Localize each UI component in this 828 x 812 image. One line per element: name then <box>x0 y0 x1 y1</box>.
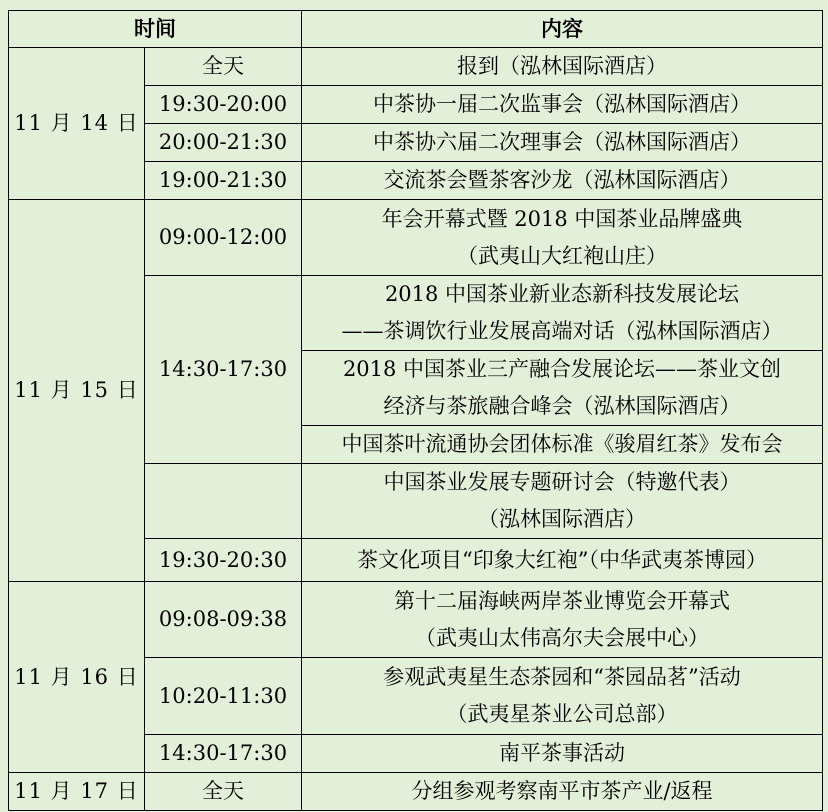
time-cell: 19:30-20:30 <box>145 539 302 582</box>
content-line: 2018 中国茶业新业态新科技发展论坛 <box>384 282 740 306</box>
content-cell <box>302 351 823 426</box>
time-cell: 20:00-21:30 <box>145 124 302 162</box>
content-cell <box>302 162 823 200</box>
time-cell: 14:30-17:30 <box>145 735 302 773</box>
content-cell <box>302 582 823 658</box>
content-line: 年会开幕式暨 2018 中国茶业品牌盛典 <box>381 206 743 231</box>
time-cell: 14:30-17:30 <box>145 276 302 464</box>
content-line: 分组参观考察南平市茶产业/返程 <box>411 779 713 803</box>
table-row <box>9 773 823 811</box>
content-line: 参观武夷星生态茶园和“茶园品茗”活动 <box>383 665 741 689</box>
content-cell <box>302 539 823 582</box>
header-row <box>9 11 823 48</box>
content-line: 中国茶叶流通协会团体标准《骏眉红茶》发布会 <box>341 432 783 456</box>
date-cell: 11 月 15 日 <box>9 200 145 582</box>
table-row <box>9 200 823 276</box>
content-cell <box>302 658 823 735</box>
content-cell <box>302 200 823 276</box>
time-cell: 全天 <box>145 773 302 811</box>
content-line: 2018 中国茶业三产融合发展论坛——茶业文创 <box>342 357 782 381</box>
content-cell <box>302 735 823 773</box>
time-cell: 19:00-21:30 <box>145 162 302 200</box>
content-line: 经济与茶旅融合峰会（泓林国际酒店） <box>383 394 741 418</box>
date-cell: 11 月 17 日 <box>9 773 145 811</box>
content-cell <box>302 124 823 162</box>
content-line: （武夷星茶业公司总部） <box>446 702 678 726</box>
header-content: 内容 <box>302 11 823 48</box>
date-cell: 11 月 16 日 <box>9 582 145 773</box>
table-row <box>9 582 823 658</box>
time-cell: 全天 <box>145 48 302 86</box>
content-line: 交流茶会暨茶客沙龙（泓林国际酒店） <box>383 168 741 192</box>
content-cell <box>302 86 823 124</box>
content-line: 中茶协六届二次理事会（泓林国际酒店） <box>373 130 751 154</box>
time-cell: 09:08-09:38 <box>145 582 302 658</box>
time-cell <box>145 464 302 539</box>
content-line: 中国茶业发展专题研讨会（特邀代表） <box>383 470 741 494</box>
header-time: 时间 <box>9 11 302 48</box>
content-line: （泓林国际酒店） <box>478 507 646 531</box>
content-cell <box>302 276 823 351</box>
time-cell: 19:30-20:00 <box>145 86 302 124</box>
table-row <box>9 48 823 86</box>
content-line: 第十二届海峡两岸茶业博览会开幕式 <box>394 588 730 613</box>
content-cell <box>302 773 823 811</box>
content-line: ——茶调饮行业发展高端对话（泓林国际酒店） <box>341 319 783 343</box>
time-cell: 10:20-11:30 <box>145 658 302 735</box>
date-cell: 11 月 14 日 <box>9 48 145 200</box>
content-cell <box>302 426 823 464</box>
content-cell <box>302 48 823 86</box>
content-line: （武夷山太伟高尔夫会展中心） <box>415 625 709 650</box>
schedule-table <box>8 10 823 811</box>
content-line: 茶文化项目“印象大红袍”（中华武夷茶博园） <box>357 547 767 572</box>
content-line: 中茶协一届二次监事会（泓林国际酒店） <box>373 92 751 116</box>
content-cell <box>302 464 823 539</box>
time-cell: 09:00-12:00 <box>145 200 302 276</box>
content-line: 南平茶事活动 <box>499 741 625 765</box>
content-line: （武夷山大红袍山庄） <box>457 243 667 268</box>
content-line: 报到（泓林国际酒店） <box>457 54 667 78</box>
